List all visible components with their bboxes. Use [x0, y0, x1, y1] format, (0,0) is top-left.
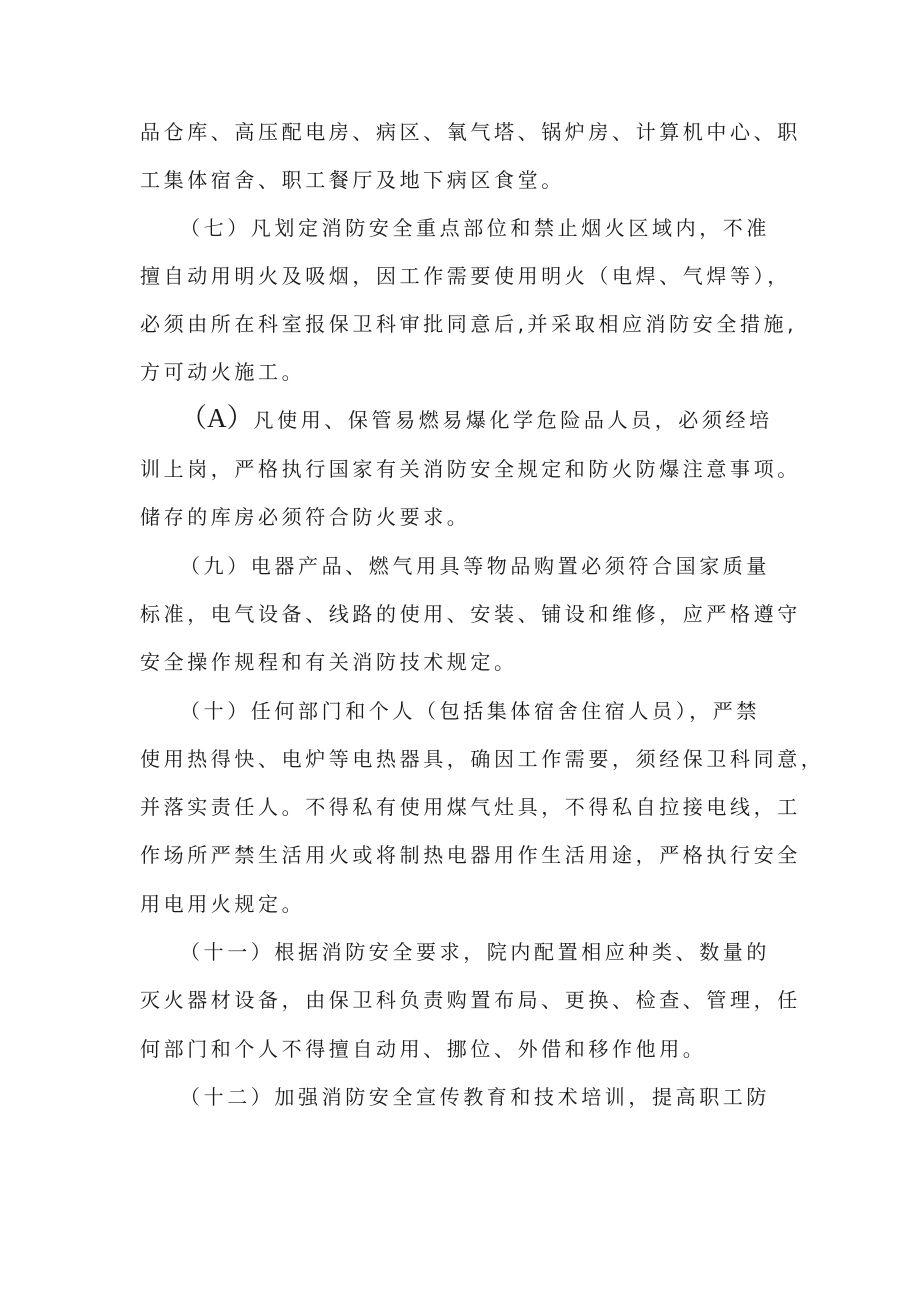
text-line: 工集体宿舍、职工餐厅及地下病区食堂。: [140, 168, 565, 192]
text-line: 何部门和个人不得擅自动用、挪位、外借和移作他用。: [140, 1037, 707, 1061]
text-line: 储存的库房必须符合防火要求。: [140, 505, 471, 529]
text-line: 并落实责任人。不得私有使用煤气灶具，不得私自拉接电线，工: [140, 795, 801, 819]
text-line: 必须由所在科室报保卫科审批同意后,并采取相应消防安全措施,: [140, 312, 798, 336]
paragraph-10-line: （十）任何部门和个人（包括集体宿舍住宿人员），严禁: [180, 699, 760, 723]
text-line: 标准，电气设备、线路的使用、安装、铺设和维修，应严格遵守: [140, 602, 801, 626]
text-line: 灭火器材设备，由保卫科负责购置布局、更换、检查、管理，任: [140, 988, 801, 1012]
text-span: 凡使用、保管易燃易爆化学危险品人员，必须经培: [253, 408, 773, 432]
paragraph-9-line: （九）电器产品、燃气用具等物品购置必须符合国家质量: [180, 554, 770, 578]
text-line: 品仓库、高压配电房、病区、氧气塔、锅炉房、计算机中心、职: [140, 120, 801, 144]
text-line: 训上岗，严格执行国家有关消防安全规定和防火防爆注意事项。: [140, 457, 801, 481]
text-line: 擅自动用明火及吸烟，因工作需要使用明火（电焊、气焊等），: [140, 264, 791, 288]
paragraph-11-line: （十一）根据消防安全要求，院内配置相应种类、数量的: [180, 940, 770, 964]
text-line: 安全操作规程和有关消防技术规定。: [140, 650, 518, 674]
text-line: 方可动火施工。: [140, 360, 306, 384]
paragraph-number-a: （A）: [180, 403, 254, 433]
text-line: 使用热得快、电炉等电热器具，确因工作需要，须经保卫科同意，: [140, 747, 825, 771]
text-line: 用电用火规定。: [140, 892, 306, 916]
paragraph-7-line: （七）凡划定消防安全重点部位和禁止烟火区域内，不准: [180, 216, 770, 240]
paragraph-12-line: （十二）加强消防安全宣传教育和技术培训，提高职工防: [180, 1085, 770, 1109]
text-line: 作场所严禁生活用火或将制热电器用作生活用途，严格执行安全: [140, 843, 801, 867]
paragraph-8-line: [180, 403, 840, 433]
